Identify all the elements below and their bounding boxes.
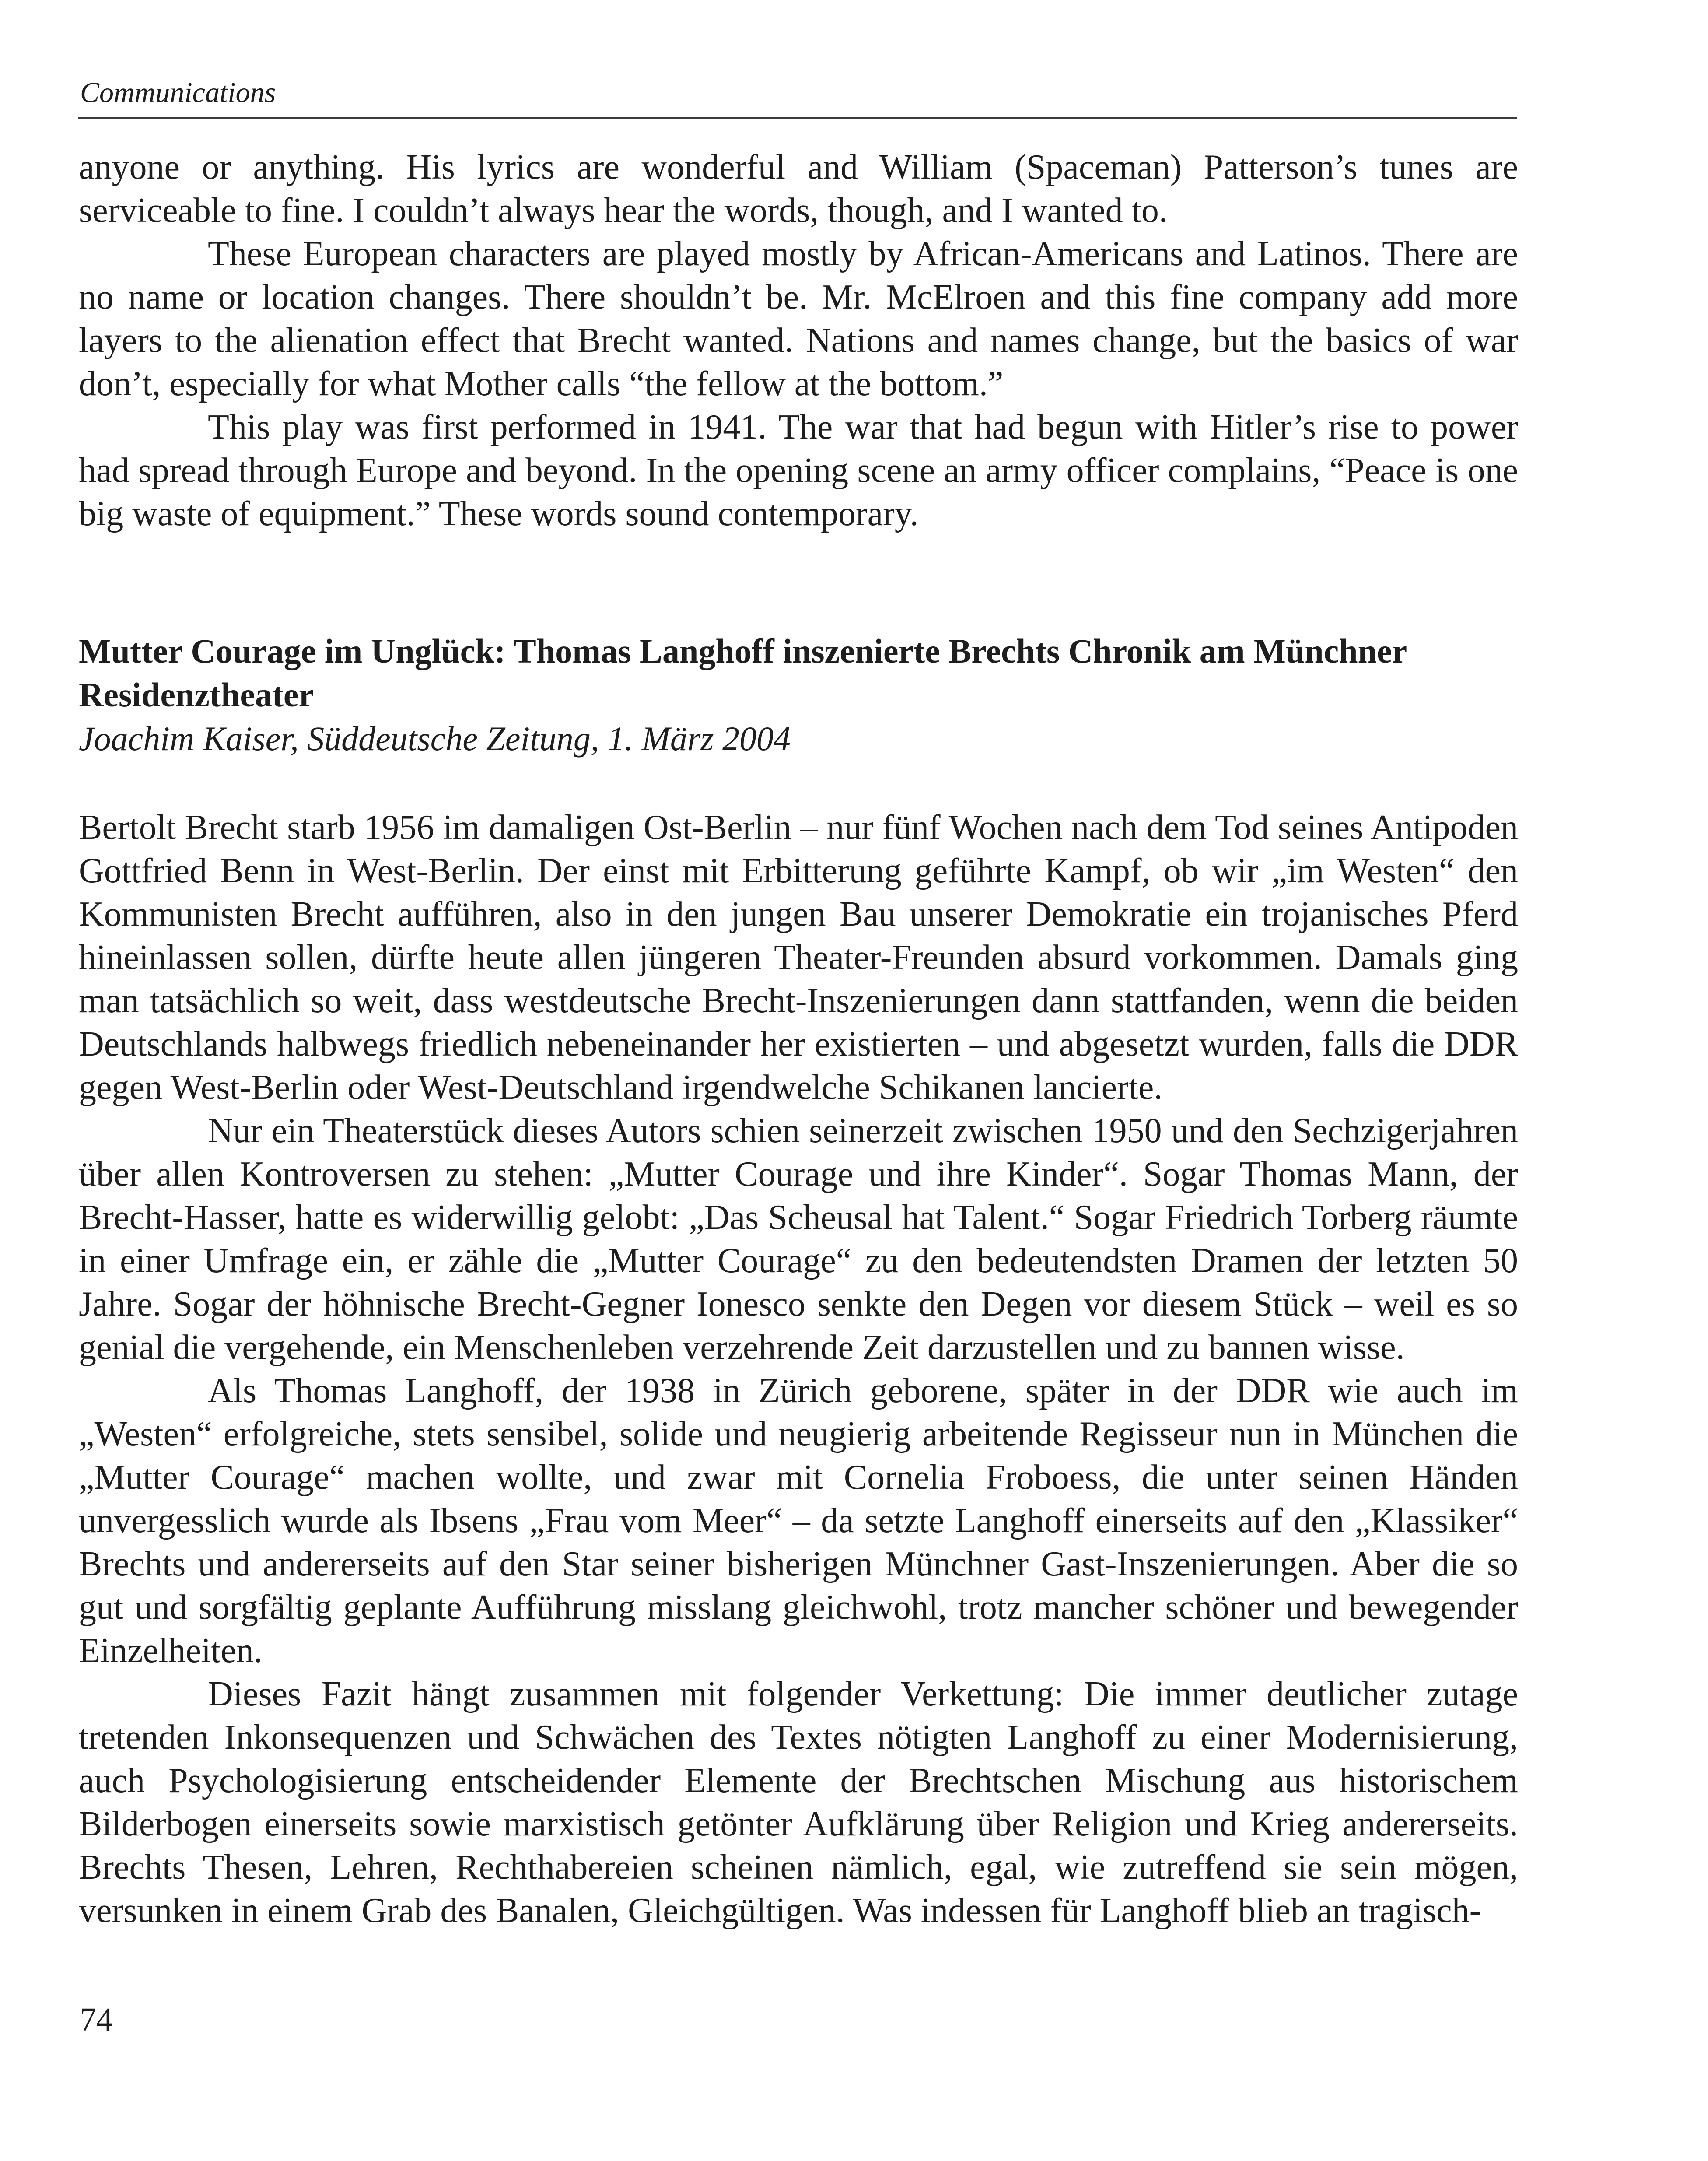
article-paragraph-3: Als Thomas Langhoff, der 1938 in Zürich geborene, später in der DDR wie auch im „Westen“ erfolgreiche, stets sensibel, solide und neugierig arbeitende Regisseur nun in München die „Mutter Courage“ machen wollte, und zwar mit Cornelia Froboess, die unter seinen Händen unvergesslich wurde als Ibsens „Frau vom Meer“ – da setzte Langhoff einerseits auf den „Klassiker“ Brechts und andererseits auf den Star seiner bisherigen Münchner Gast-Inszenierungen. Aber die so gut und sorgfältig geplante Aufführung misslang gleichwohl, trotz mancher schöner und bewegender Einzelheiten. bbox=[79, 1372, 1518, 1670]
article-headline: Mutter Courage im Unglück: Thomas Langhoff inszenierte Brechts Chronik am Münchner Residenztheater bbox=[79, 632, 1407, 714]
article-body bbox=[79, 806, 1518, 1933]
article-paragraph-4: Dieses Fazit hängt zusammen mit folgender Verkettung: Die immer deutlicher zutage tretenden Inkonsequenzen und Schwächen des Textes nötigten Langhoff zu einer Modernisierung, auch Psychologisierung entscheidender Elemente der Brechtschen Mischung aus historischem Bilderbogen einerseits sowie marxistisch getönter Aufklärung über Religion und Krieg andererseits. Brechts Thesen, Lehren, Rechthabereien scheinen nämlich, egal, wie zutreffend sie sein mögen, versunken in einem Grab des Banalen, Gleichgültigen. Was indessen für Langhoff blieb an tragisch- bbox=[79, 1675, 1518, 1930]
review-paragraph-2: These European characters are played mostly by African-Americans and Latinos. There are no name or location changes. There shouldn’t be. Mr. McElroen and this fine company add more layers to the alienation effect that Brecht wanted. Nations and names change, but the basics of war don’t, especially for what Mother calls “the fellow at the bottom.” bbox=[79, 235, 1518, 403]
article-paragraph-1: Bertolt Brecht starb 1956 im damaligen Ost-Berlin – nur fünf Wochen nach dem Tod seines Antipoden Gottfried Benn in West-Berlin. Der einst mit Erbitterung geführte Kampf, ob wir „im Westen“ den Kommunisten Brecht aufführen, also in den jungen Bau unserer Demokratie ein trojanisches Pferd hineinlassen sollen, dürfte heute allen jüngeren Theater-Freunden absurd vorkommen. Damals ging man tatsächlich so weit, dass westdeutsche Brecht-Inszenierungen dann stattfanden, wenn die beiden Deutschlands halbwegs friedlich nebeneinander her existierten – und abgesetzt wurden, falls die DDR gegen West-Berlin oder West-Deutschland irgendwelche Schikanen lancierte. bbox=[79, 808, 1518, 1107]
review-continuation bbox=[79, 146, 1518, 536]
article-heading bbox=[79, 629, 1518, 761]
article-paragraph-2: Nur ein Theaterstück dieses Autors schien seinerzeit zwischen 1950 und den Sechzigerjahren über allen Kontroversen zu stehen: „Mutter Courage und ihre Kinder“. Sogar Thomas Mann, der Brecht-Hasser, hatte es widerwillig gelobt: „Das Scheusal hat Talent.“ Sogar Friedrich Torberg räumte in einer Umfrage ein, er zähle die „Mutter Courage“ zu den bedeutendsten Dramen der letzten 50 Jahre. Sogar der höhnische Brecht-Gegner Ionesco senkte den Degen vor diesem Stück – weil es so genial die vergehende, ein Menschenleben verzehrende Zeit darzustellen und zu bannen wisse. bbox=[79, 1112, 1518, 1367]
running-header-title: Communications bbox=[80, 77, 276, 109]
article-byline: Joachim Kaiser, Süddeutsche Zeitung, 1. März 2004 bbox=[79, 719, 791, 758]
review-paragraph-1: anyone or anything. His lyrics are wonderful and William (Spaceman) Patterson’s tunes are serviceable to fine. I couldn’t always hear the words, though, and I wanted to. bbox=[79, 148, 1518, 230]
review-paragraph-3: This play was first performed in 1941. The war that had begun with Hitler’s rise to power had spread through Europe and beyond. In the opening scene an army officer complains, “Peace is one big waste of equipment.” These words sound contemporary. bbox=[79, 408, 1518, 533]
page-number: 74 bbox=[80, 2001, 113, 2038]
header-rule bbox=[78, 117, 1517, 119]
